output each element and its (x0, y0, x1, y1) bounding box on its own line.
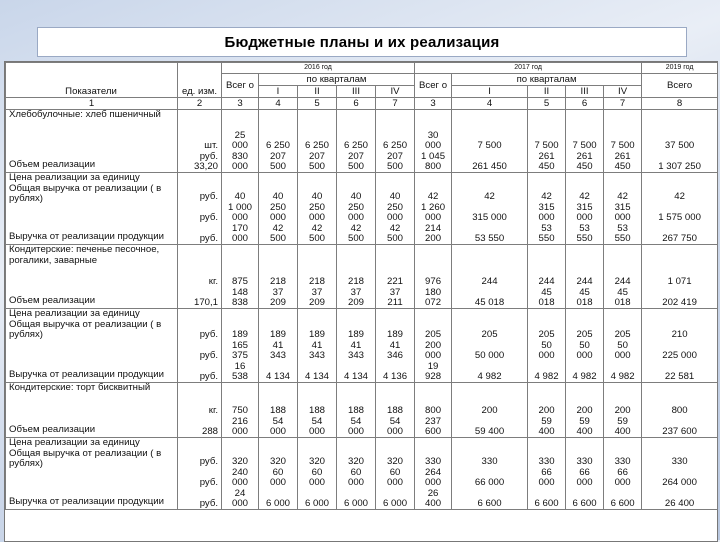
header-quarters-2016: по кварталам (259, 74, 415, 86)
value-cell: 200 59 400 (566, 383, 604, 438)
value-cell: 875 148 838 (222, 245, 259, 309)
header-q1-2017: I (452, 86, 528, 98)
unit-cell: руб. руб. руб. (178, 438, 222, 510)
value-cell: 189 165 375 16 538 (222, 309, 259, 383)
value-cell: 188 54 000 (376, 383, 415, 438)
header-row-years (6, 63, 718, 74)
value-cell: 330 66 000 6 600 (604, 438, 642, 510)
value-cell: 42 315 000 53 550 (604, 173, 642, 245)
row-label: Кондитерские: торт бисквитный (9, 382, 151, 394)
value-cell: 7 500 261 450 (604, 110, 642, 173)
value-cell: 976 180 072 (415, 245, 452, 309)
value-cell: 189 41 343 4 134 (337, 309, 376, 383)
row-label-cell (6, 438, 178, 510)
value-cell: 200 59 400 (604, 383, 642, 438)
table-row (6, 173, 718, 245)
table-row (6, 438, 718, 510)
row-label-cell (6, 245, 178, 309)
value-cell: 42 315 000 53 550 (452, 173, 528, 245)
value-cell: 200 59 400 (452, 383, 528, 438)
value-cell: 330 264 000 26 400 (415, 438, 452, 510)
value-cell: 7 500 261 450 (452, 110, 528, 173)
value-cell: 188 54 000 (259, 383, 298, 438)
row-label: Хлебобулочные: хлеб пшеничный (9, 109, 161, 121)
value-cell: 218 37 209 (298, 245, 337, 309)
value-cell: 244 45 018 (452, 245, 528, 309)
row-label: Объем реализации (9, 159, 96, 170)
table-row (6, 383, 718, 438)
header-num: 7 (604, 98, 642, 110)
header-num: 4 (259, 98, 298, 110)
row-label: Общая выручка от реализации ( в рублях) (9, 447, 162, 470)
value-cell: 200 59 400 (528, 383, 566, 438)
value-cell: 330 66 000 6 600 (566, 438, 604, 510)
row-label: Выручка от реализации продукции (9, 496, 164, 507)
unit-cell: кг. 170,1 (178, 245, 222, 309)
value-cell: 320 240 000 24 000 (222, 438, 259, 510)
value-cell: 244 45 018 (528, 245, 566, 309)
value-cell: 40 1 000 000 170 000 (222, 173, 259, 245)
row-label: Общая выручка от реализации ( в рублях) (9, 182, 162, 205)
value-cell: 40 250 000 42 500 (337, 173, 376, 245)
table-row (6, 245, 718, 309)
value-cell: 750 216 000 (222, 383, 259, 438)
value-cell: 189 41 346 4 136 (376, 309, 415, 383)
value-cell: 30 000 1 045 800 (415, 110, 452, 173)
header-q1-2016: I (259, 86, 298, 98)
header-quarters-2017: по кварталам (452, 74, 642, 86)
row-label-cell (6, 110, 178, 173)
header-total-2019: Всего (642, 74, 718, 98)
value-cell: 37 500 1 307 250 (642, 110, 718, 173)
value-cell: 25 000 830 000 (222, 110, 259, 173)
header-indicators: Показатели (6, 63, 178, 98)
row-label: Цена реализации за единицу (9, 172, 140, 184)
value-cell: 218 37 209 (259, 245, 298, 309)
value-cell: 1 071 202 419 (642, 245, 718, 309)
header-q2-2017: II (528, 86, 566, 98)
row-label: Цена реализации за единицу (9, 437, 140, 449)
unit-cell: шт. руб. 33,20 (178, 110, 222, 173)
value-cell: 40 250 000 42 500 (259, 173, 298, 245)
value-cell: 40 250 000 42 500 (298, 173, 337, 245)
value-cell: 210 225 000 22 581 (642, 309, 718, 383)
row-label-cell (6, 383, 178, 438)
value-cell: 330 66 000 6 600 (528, 438, 566, 510)
value-cell: 7 500 261 450 (566, 110, 604, 173)
value-cell: 6 250 207 500 (298, 110, 337, 173)
header-num: 6 (566, 98, 604, 110)
row-label: Объем реализации (9, 424, 96, 435)
header-row-numbers (6, 98, 718, 110)
header-q4-2017: IV (604, 86, 642, 98)
header-num: 4 (452, 98, 528, 110)
header-total-2016: Всег о (222, 74, 259, 98)
header-year-2016: 2016 год (222, 63, 415, 74)
title-box (37, 27, 687, 57)
header-unit: ед. изм. (178, 63, 222, 98)
value-cell: 205 200 000 19 928 (415, 309, 452, 383)
value-cell: 189 41 343 4 134 (298, 309, 337, 383)
value-cell: 244 45 018 (566, 245, 604, 309)
value-cell: 320 60 000 6 000 (337, 438, 376, 510)
row-label: Цена реализации за единицу (9, 308, 140, 320)
value-cell: 42 315 000 53 550 (528, 173, 566, 245)
value-cell: 42 315 000 53 550 (566, 173, 604, 245)
header-num: 1 (6, 98, 178, 110)
value-cell: 188 54 000 (298, 383, 337, 438)
row-label: Общая выручка от реализации ( в рублях) (9, 318, 162, 341)
value-cell: 320 60 000 6 000 (259, 438, 298, 510)
value-cell: 42 1 260 000 214 200 (415, 173, 452, 245)
row-label: Выручка от реализации продукции (9, 369, 164, 380)
value-cell: 205 50 000 4 982 (566, 309, 604, 383)
value-cell: 800 237 600 (642, 383, 718, 438)
header-num: 3 (415, 98, 452, 110)
page-title: Бюджетные планы и их реализация (224, 33, 500, 51)
row-label-cell (6, 173, 178, 245)
value-cell: 189 41 343 4 134 (259, 309, 298, 383)
value-cell: 205 50 000 4 982 (452, 309, 528, 383)
value-cell: 320 60 000 6 000 (298, 438, 337, 510)
row-label: Кондитерские: печенье песочное, рогалики, заварные (9, 244, 160, 266)
table-row (6, 110, 718, 173)
table-row (6, 309, 718, 383)
value-cell: 320 60 000 6 000 (376, 438, 415, 510)
value-cell: 330 264 000 26 400 (642, 438, 718, 510)
value-cell: 40 250 000 42 500 (376, 173, 415, 245)
budget-sheet (4, 61, 718, 542)
header-total-2017: Всег о (415, 74, 452, 98)
value-cell: 42 1 575 000 267 750 (642, 173, 718, 245)
value-cell: 188 54 000 (337, 383, 376, 438)
header-q3-2017: III (566, 86, 604, 98)
table-body (6, 110, 718, 510)
row-label: Объем реализации (9, 295, 96, 306)
header-num: 2 (178, 98, 222, 110)
header-num: 8 (642, 98, 718, 110)
header-num: 6 (337, 98, 376, 110)
value-cell: 7 500 261 450 (528, 110, 566, 173)
header-num: 7 (376, 98, 415, 110)
value-cell: 244 45 018 (604, 245, 642, 309)
header-num: 5 (298, 98, 337, 110)
header-year-2017: 2017 год (415, 63, 642, 74)
header-num: 5 (528, 98, 566, 110)
header-year-2019: 2019 год (642, 63, 718, 74)
value-cell: 6 250 207 500 (337, 110, 376, 173)
value-cell: 6 250 207 500 (376, 110, 415, 173)
budget-table (5, 62, 718, 510)
value-cell: 218 37 209 (337, 245, 376, 309)
value-cell: 205 50 000 4 982 (528, 309, 566, 383)
row-label-cell (6, 309, 178, 383)
value-cell: 205 50 000 4 982 (604, 309, 642, 383)
header-q3-2016: III (337, 86, 376, 98)
value-cell: 221 37 211 (376, 245, 415, 309)
value-cell: 330 66 000 6 600 (452, 438, 528, 510)
unit-cell: руб. руб. руб. (178, 173, 222, 245)
unit-cell: кг. 288 (178, 383, 222, 438)
value-cell: 800 237 600 (415, 383, 452, 438)
header-num: 3 (222, 98, 259, 110)
unit-cell: руб. руб. руб. (178, 309, 222, 383)
value-cell: 6 250 207 500 (259, 110, 298, 173)
header-q2-2016: II (298, 86, 337, 98)
row-label: Выручка от реализации продукции (9, 231, 164, 242)
header-q4-2016: IV (376, 86, 415, 98)
